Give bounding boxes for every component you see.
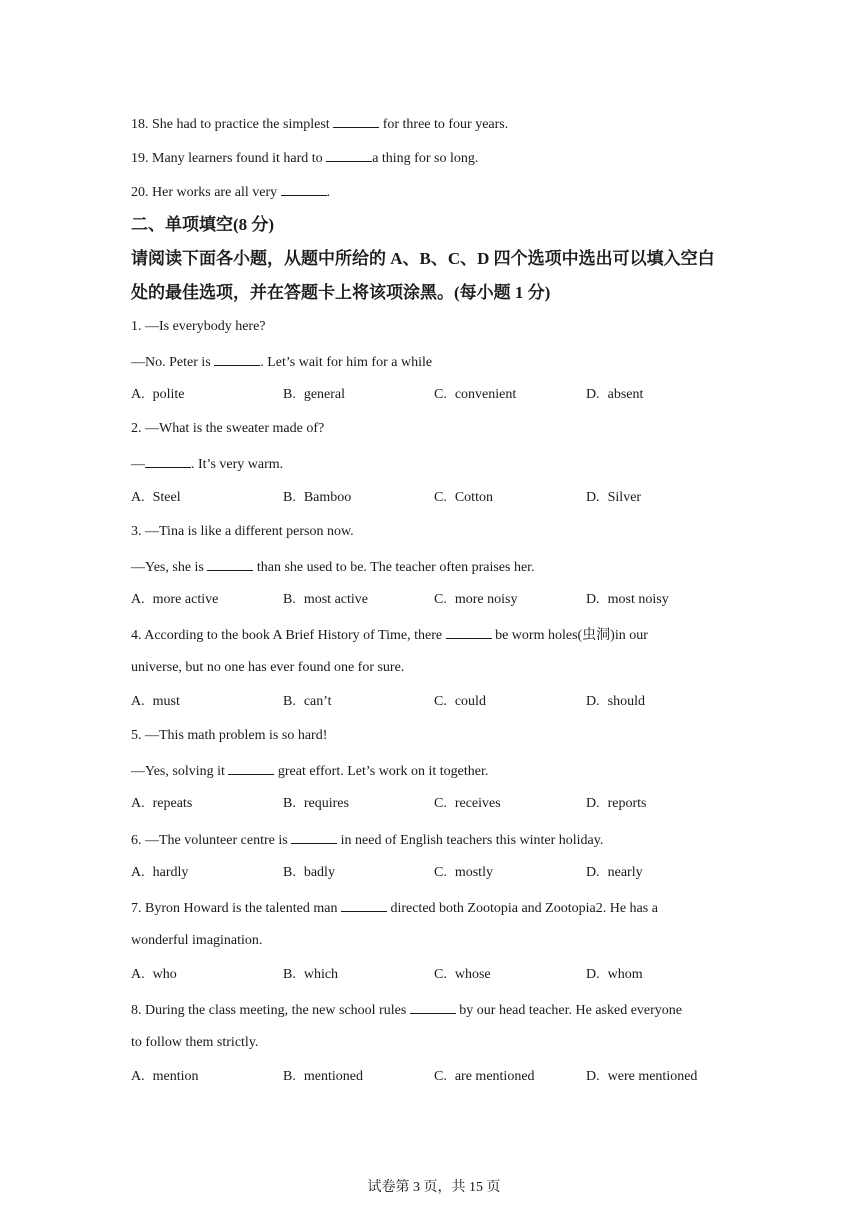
option-text: were mentioned <box>607 1069 698 1084</box>
option-text: reports <box>607 796 647 811</box>
option-d[interactable] <box>586 1067 697 1087</box>
option-letter: A. <box>131 490 145 505</box>
option-letter: B. <box>283 865 296 880</box>
fill-item-20: 20. Her works are all very . <box>131 181 330 203</box>
question-stem: 6. —The volunteer centre is in need of English teachers this winter holiday. <box>131 829 603 851</box>
fill-item-19: 19. Many learners found it hard to a thing for so long. <box>131 147 478 169</box>
option-letter: D. <box>586 387 600 402</box>
option-d[interactable] <box>586 965 643 985</box>
option-text: whose <box>454 967 491 982</box>
option-letter: A. <box>131 387 145 402</box>
question-stem: wonderful imagination. <box>131 933 263 948</box>
option-letter: D. <box>586 967 600 982</box>
option-text: repeats <box>152 796 193 811</box>
option-letter: B. <box>283 694 296 709</box>
question-stem: 3. —Tina is like a different person now. <box>131 524 354 539</box>
option-letter: C. <box>434 865 447 880</box>
question-stem: 7. Byron Howard is the talented man directed both Zootopia and Zootopia2. He has a <box>131 897 658 919</box>
option-b[interactable] <box>283 385 345 405</box>
option-b[interactable] <box>283 488 351 508</box>
option-b[interactable] <box>283 692 332 712</box>
option-text: whom <box>607 967 643 982</box>
option-c[interactable] <box>434 385 516 405</box>
option-a[interactable] <box>131 385 185 405</box>
option-c[interactable] <box>434 965 491 985</box>
option-letter: B. <box>283 796 296 811</box>
answer-blank <box>207 556 253 571</box>
option-text: Silver <box>607 490 642 505</box>
option-letter: D. <box>586 694 600 709</box>
question-stem: to follow them strictly. <box>131 1035 259 1050</box>
option-text: most active <box>303 592 368 607</box>
option-letter: C. <box>434 490 447 505</box>
option-a[interactable] <box>131 863 188 883</box>
answer-blank <box>145 453 191 468</box>
option-text: Steel <box>152 490 181 505</box>
option-b[interactable] <box>283 965 338 985</box>
option-text: nearly <box>607 865 643 880</box>
option-text: can’t <box>303 694 332 709</box>
option-letter: A. <box>131 796 145 811</box>
question-number: 5. <box>131 728 142 743</box>
option-text: polite <box>152 387 185 402</box>
question-stem: 2. —What is the sweater made of? <box>131 421 325 436</box>
question-number: 6. <box>131 833 142 848</box>
fill-item-18: 18. She had to practice the simplest for three to four years. <box>131 113 508 135</box>
option-a[interactable] <box>131 590 218 610</box>
option-letter: C. <box>434 387 447 402</box>
answer-blank <box>281 181 327 196</box>
option-text: Bamboo <box>303 490 352 505</box>
option-b[interactable] <box>283 863 335 883</box>
option-text: hardly <box>152 865 189 880</box>
question-stem: 5. —This math problem is so hard! <box>131 728 328 743</box>
question-stem: 8. During the class meeting, the new school rules by our head teacher. He asked everyone <box>131 999 682 1021</box>
option-letter: B. <box>283 490 296 505</box>
option-a[interactable] <box>131 965 177 985</box>
question-number: 3. <box>131 524 142 539</box>
answer-blank <box>410 999 456 1014</box>
option-text: who <box>152 967 177 982</box>
option-d[interactable] <box>586 794 647 814</box>
option-d[interactable] <box>586 385 643 405</box>
option-letter: B. <box>283 1069 296 1084</box>
option-a[interactable] <box>131 794 192 814</box>
option-c[interactable] <box>434 488 493 508</box>
option-d[interactable] <box>586 863 643 883</box>
option-text: Cotton <box>454 490 493 505</box>
option-b[interactable] <box>283 794 349 814</box>
option-c[interactable] <box>434 590 517 610</box>
option-letter: B. <box>283 967 296 982</box>
question-number: 2. <box>131 421 142 436</box>
question-number: 8. <box>131 1003 142 1018</box>
option-letter: D. <box>586 1069 600 1084</box>
question-number: 7. <box>131 901 142 916</box>
question-stem: universe, but no one has ever found one for sure. <box>131 660 405 675</box>
option-c[interactable] <box>434 692 486 712</box>
option-letter: D. <box>586 865 600 880</box>
option-letter: C. <box>434 1069 447 1084</box>
question-stem: 1. —Is everybody here? <box>131 319 266 334</box>
option-text: convenient <box>454 387 517 402</box>
option-text: mentioned <box>303 1069 363 1084</box>
option-text: must <box>152 694 180 709</box>
question-stem: —No. Peter is . Let’s wait for him for a while <box>131 351 432 373</box>
option-c[interactable] <box>434 863 493 883</box>
option-a[interactable] <box>131 692 180 712</box>
option-letter: C. <box>434 694 447 709</box>
option-text: more noisy <box>454 592 518 607</box>
option-text: could <box>454 694 486 709</box>
option-text: general <box>303 387 346 402</box>
option-a[interactable] <box>131 488 181 508</box>
option-letter: A. <box>131 592 145 607</box>
option-d[interactable] <box>586 488 641 508</box>
section-heading: 二、单项填空(8 分) <box>131 215 275 234</box>
option-b[interactable] <box>283 590 368 610</box>
option-letter: C. <box>434 592 447 607</box>
option-c[interactable] <box>434 1067 535 1087</box>
section-instructions: 处的最佳选项，并在答题卡上将该项涂黑。(每小题 1 分) <box>131 283 551 302</box>
option-text: should <box>607 694 645 709</box>
option-letter: B. <box>283 592 296 607</box>
option-c[interactable] <box>434 794 501 814</box>
answer-blank <box>291 829 337 844</box>
option-text: mention <box>152 1069 199 1084</box>
option-letter: C. <box>434 796 447 811</box>
option-text: receives <box>454 796 501 811</box>
option-letter: A. <box>131 1069 145 1084</box>
answer-blank <box>333 113 379 128</box>
question-number: 4. <box>131 628 142 643</box>
option-text: requires <box>303 796 349 811</box>
option-letter: A. <box>131 865 145 880</box>
option-a[interactable] <box>131 1067 199 1087</box>
answer-blank <box>326 147 372 162</box>
option-d[interactable] <box>586 590 669 610</box>
question-stem: —Yes, solving it great effort. Let’s work on it together. <box>131 760 488 782</box>
option-text: badly <box>303 865 335 880</box>
section-instructions: 请阅读下面各小题，从题中所给的 A、B、C、D 四个选项中选出可以填入空白 <box>131 249 715 268</box>
answer-blank <box>446 624 492 639</box>
option-letter: D. <box>586 490 600 505</box>
question-number: 1. <box>131 319 142 334</box>
option-text: absent <box>607 387 644 402</box>
question-stem: 4. According to the book A Brief History of Time, there be worm holes(虫洞)in our <box>131 624 648 646</box>
question-stem: —Yes, she is than she used to be. The teacher often praises her. <box>131 556 535 578</box>
page-footer: 试卷第 3 页，共 15 页 <box>367 1180 501 1195</box>
option-letter: A. <box>131 694 145 709</box>
option-text: most noisy <box>607 592 669 607</box>
answer-blank <box>341 897 387 912</box>
option-letter: A. <box>131 967 145 982</box>
option-text: mostly <box>454 865 493 880</box>
option-text: are mentioned <box>454 1069 535 1084</box>
answer-blank <box>214 351 260 366</box>
option-letter: D. <box>586 796 600 811</box>
option-letter: C. <box>434 967 447 982</box>
option-d[interactable] <box>586 692 645 712</box>
option-text: more active <box>152 592 219 607</box>
answer-blank <box>228 760 274 775</box>
option-b[interactable] <box>283 1067 363 1087</box>
option-letter: D. <box>586 592 600 607</box>
question-stem: — . It’s very warm. <box>131 453 283 475</box>
option-text: which <box>303 967 339 982</box>
option-letter: B. <box>283 387 296 402</box>
